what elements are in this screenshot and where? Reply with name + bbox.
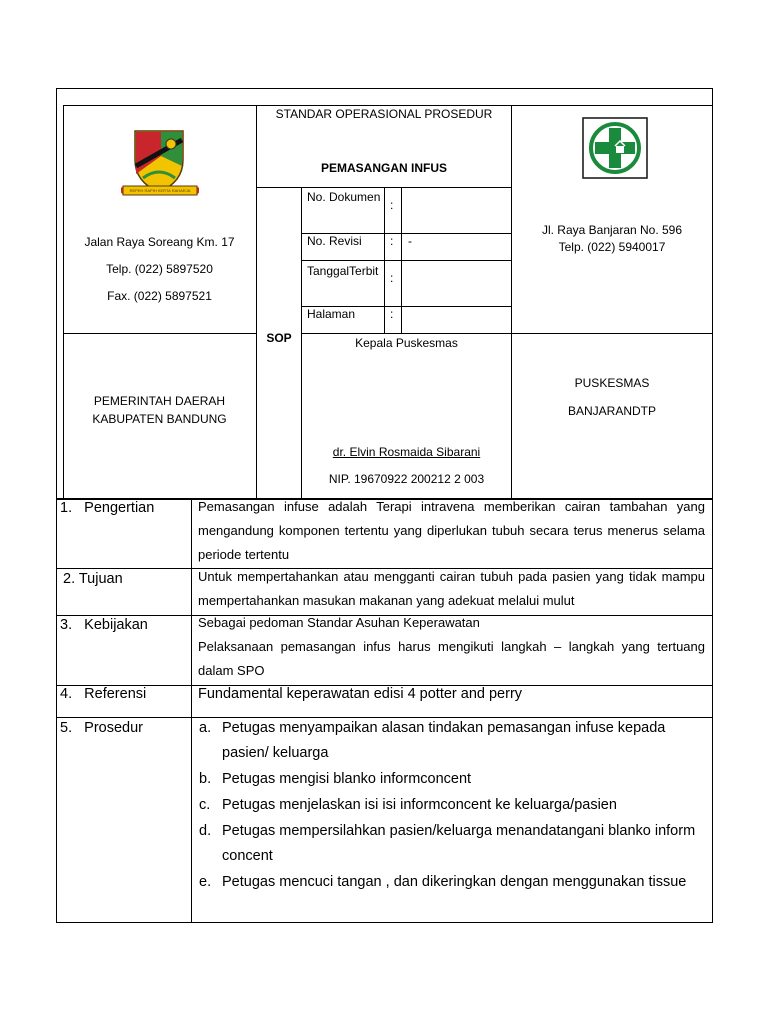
section-text-kebijakan-line2: Pelaksanaan pemasangan infus harus mengikuti langkah – langkah yang tertuang dalam SPO [198,639,705,678]
section-text-referensi: Fundamental keperawatan edisi 4 potter and perry [198,686,523,702]
procedure-steps-list [192,716,704,896]
field-label-tanggal-terbit: TanggalTerbit [307,264,379,278]
section-label-prosedur: 5. Prosedur [60,720,144,736]
header-col-divider-2 [511,105,512,499]
procedure-step [192,767,704,792]
left-org-line2: KABUPATEN BANDUNG [92,412,227,426]
section-label-pengertian: 1. Pengertian [60,500,155,516]
document-type-title: STANDAR OPERASIONAL PROSEDUR [275,107,493,121]
left-address-street: Jalan Raya Soreang Km. 17 [84,235,235,249]
section-text-tujuan: Untuk mempertahankan atau mengganti cairan tubuh pada pasien yang tidak mampu mempertahankan masukan makanan yang adekuat melalui mulut [198,569,705,608]
signature-role: Kepala Puskesmas [355,336,458,350]
procedure-step [192,819,704,869]
header-inner-top-line [63,105,713,106]
procedure-step [192,793,704,818]
procedure-step [192,870,704,895]
field-sep-no-dokumen: : [390,198,394,212]
puskesmas-logo-icon [582,117,648,179]
right-address-phone: Telp. (022) 5940017 [558,240,666,254]
step-marker: d. [199,823,212,839]
step-text: Petugas mencuci tangan , dan dikeringkan dengan menggunakan tissue [222,874,687,890]
right-row-divider [511,333,713,334]
field-value-no-revisi: - [408,234,412,248]
field-label-no-revisi: No. Revisi [307,234,362,248]
signature-nip: NIP. 19670922 200212 2 003 [328,472,485,486]
procedure-title: PEMASANGAN INFUS [320,161,447,175]
field-sep-tanggal-terbit: : [390,271,394,285]
emblem-motto-ribbon: REPEH RAPIH KERTA RAHARJA [129,188,191,193]
step-text: Petugas menyampaikan alasan tindakan pemasangan infuse kepada pasien/ keluarga [222,720,666,761]
right-address-street: Jl. Raya Banjaran No. 596 [541,223,683,237]
right-org-line1: PUSKESMAS [574,376,650,390]
step-marker: a. [199,720,212,736]
step-text: Petugas mempersilahkan pasien/keluarga menandatangani blanko inform concent [222,823,696,864]
section-label-tujuan: 2. Tujuan [63,571,123,587]
right-org-line2: BANJARANDTP [567,404,656,418]
step-marker: e. [199,874,212,890]
left-org-line1: PEMERINTAH DAERAH [93,394,226,408]
sop-label: SOP [266,331,292,345]
field-sep-halaman: : [390,307,394,321]
field-label-halaman: Halaman [307,307,356,321]
field-row-line-2 [301,260,512,261]
step-marker: b. [199,771,212,787]
section-text-kebijakan-line1: Sebagai pedoman Standar Asuhan Keperawatan [198,615,480,630]
step-marker: c. [199,797,211,813]
section-label-referensi: 4. Referensi [60,686,147,702]
left-address-phone: Telp. (022) 5897520 [106,262,213,276]
kabupaten-bandung-emblem-icon [121,126,199,200]
left-row-divider [63,333,257,334]
procedure-step [192,716,704,766]
section-label-kebijakan: 3. Kebijakan [60,617,148,633]
signature-name: dr. Elvin Rosmaida Sibarani [332,445,481,459]
section-text-pengertian: Pemasangan infuse adalah Terapi intravena memberikan cairan tambahan yang mengandung komponen tertentu yang diperlukan tubuh secara terus menerus selama periode tertentu [198,499,705,562]
left-address-fax: Fax. (022) 5897521 [107,289,212,303]
fields-bottom-line [301,333,512,334]
step-text: Petugas mengisi blanko informconcent [222,771,472,787]
field-col-line-2 [401,187,402,334]
field-col-line-1 [384,187,385,334]
step-text: Petugas menjelaskan isi isi informconcent ke keluarga/pasien [222,797,617,813]
field-sep-no-revisi: : [390,234,394,248]
field-label-no-dokumen: No. Dokumen [307,190,381,204]
